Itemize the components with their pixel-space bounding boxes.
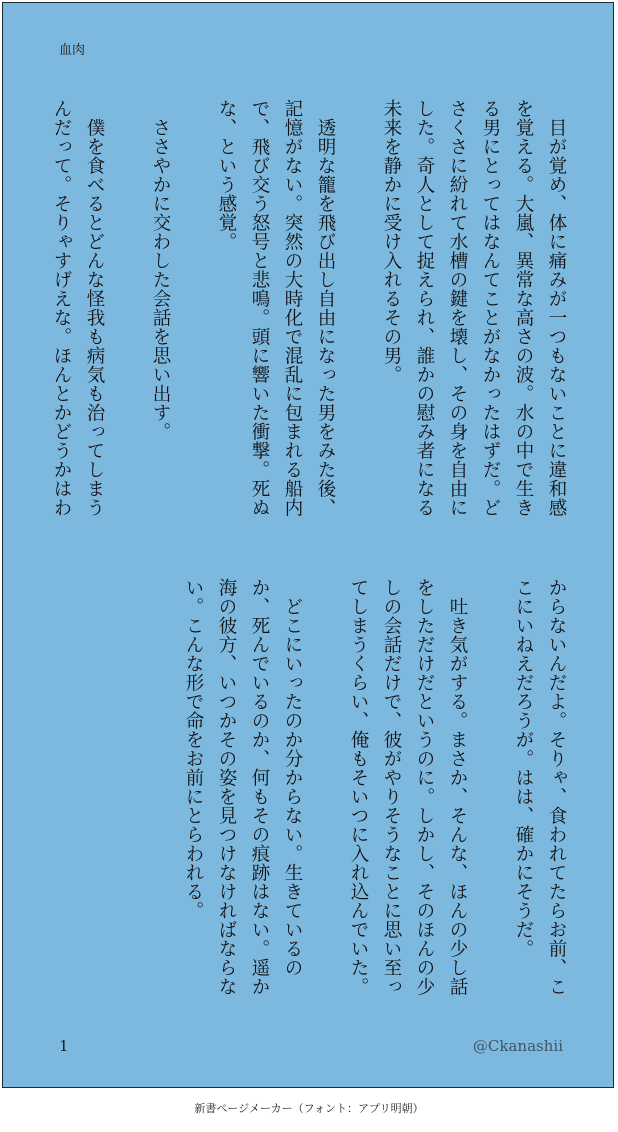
- upper-text-block: [45, 99, 573, 527]
- paragraph: どこにいったのか分からない。生きているのか、死んでいるのか、何もその痕跡はない。遥か海の彼方、いつかその姿を見つけなければならない。こんな形で命をお前にとらわれる。: [183, 578, 303, 996]
- paragraph: 僕を食べるとどんな怪我も病気も治ってしまうんだって。そりゃすげえな。ほんとかどうかはわ: [51, 99, 105, 517]
- page-number: 1: [59, 1037, 69, 1055]
- paragraph: ささやかに交わした会話を思い出す。: [150, 99, 171, 441]
- page-title: 血肉: [59, 43, 86, 58]
- lower-text-block: [177, 578, 573, 1006]
- paragraph: からないんだよ。そりゃ、食われてたらお前、ここにいねえだろうが。はは、確かにそうだ。: [513, 578, 567, 996]
- paragraph: 透明な籠を飛び出し自由になった男をみた後、記憶がない。突然の大時化で混乱に包まれる船内で、飛び交う怒号と悲鳴。頭に響いた衝撃。死ぬな、という感覚。: [216, 99, 336, 517]
- paragraph: 吐き気がする。まさか、そんな、ほんの少し話をしただけだというのに。しかし、そのほんの少しの会話だけで、彼がやりそうなことに思い至ってしまうくらい、俺もそいつに入れ込んでいた。: [348, 578, 468, 996]
- footer-caption: 新書ページメーカー（フォント：アプリ明朝）: [194, 1102, 424, 1115]
- author-handle: @Ckanashii: [472, 1037, 563, 1055]
- paragraph: 目が覚め、体に痛みが一つもないことに違和感を覚える。大嵐、異常な高さの波。水の中で生きる男にとってはなんてことがなかったはずだ。どさくさに紛れて水槽の鍵を壊し、その身を自由にした。奇人として捉えられ、誰かの慰み者になる未来を静かに受け入れるその男。: [381, 99, 567, 517]
- novel-page: [2, 2, 614, 1088]
